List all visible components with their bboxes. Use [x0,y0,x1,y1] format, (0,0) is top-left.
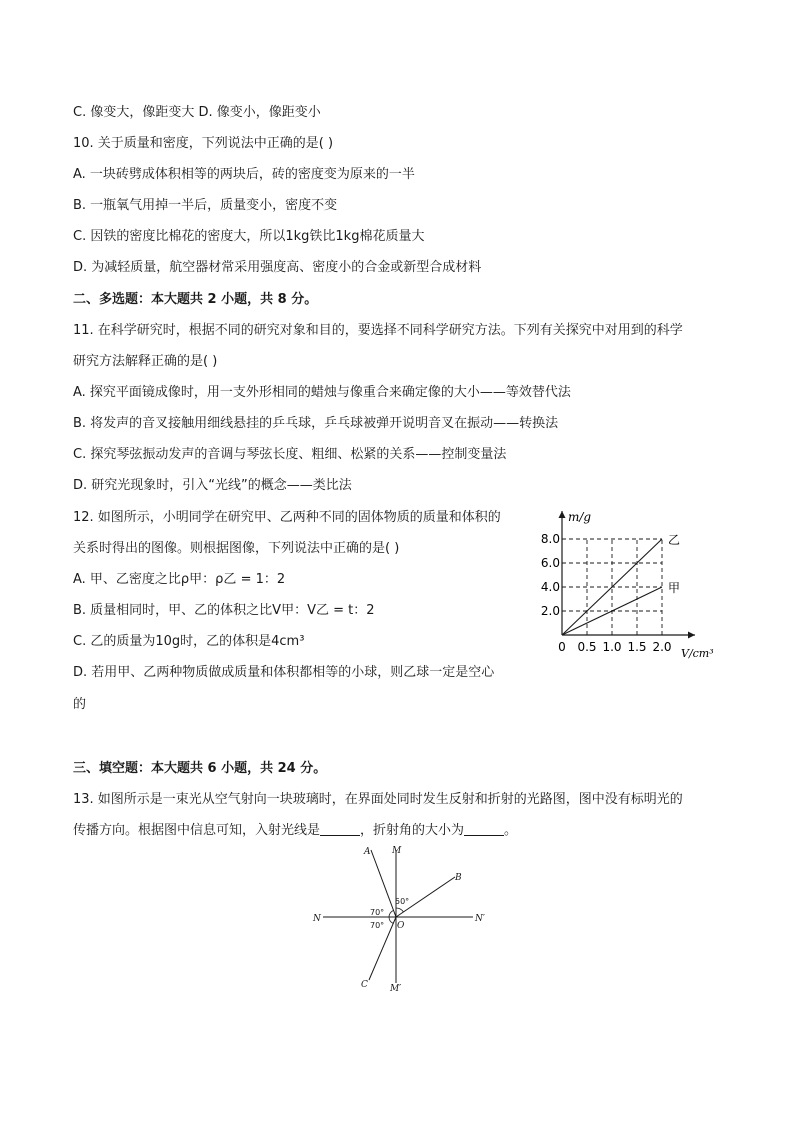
label-b: B [455,873,462,883]
angle-arc-lower [389,917,393,923]
q11-option-b: B. 将发声的音叉接触用细线悬挂的乒乓球，乒乓球被弹开说明音叉在振动——转换法 [73,416,559,431]
question-12-line2: 关系时得出的图像。则根据图像，下列说法中正确的是( ) [73,541,400,556]
angle-label-right: 50° [395,897,410,906]
label-a: A [364,847,371,857]
label-m-prime: M′ [390,984,402,994]
q10-option-a: A. 一块砖劈成体积相等的两块后，砖的密度变为原来的一半 [73,167,415,182]
answer-blank-2[interactable] [464,822,504,836]
angle-label-lower: 70° [370,921,385,930]
series-label: 甲 [668,581,681,595]
section-2-heading: 二、多选题：本大题共 2 小题，共 8 分。 [73,292,318,307]
label-c: C [361,980,368,990]
x-tick-label: 2.0 [652,640,672,654]
q12-option-a: A. 甲、乙密度之比ρ甲：ρ乙 = 1：2 [73,572,286,587]
angle-arc-upper [389,910,394,917]
question-11-line2: 研究方法解释正确的是( ) [73,354,218,369]
q10-option-d: D. 为减轻质量，航空器材常采用强度高、密度小的合金或新型合成材料 [73,260,482,275]
q11-option-a: A. 探究平面镜成像时，用一支外形相同的蜡烛与像重合来确定像的大小——等效替代法 [73,385,571,400]
q13-text-a: 传播方向。根据图中信息可知，入射光线是 [73,823,321,838]
y-tick-label: 6.0 [540,556,560,570]
question-10: 10. 关于质量和密度，下列说法中正确的是( ) [73,136,334,151]
q12-option-d: D. 若用甲、乙两种物质做成质量和体积都相等的小球，则乙球一定是空心 [73,665,495,680]
x-tick-label: 0 [558,640,566,654]
mass-volume-graph [540,505,730,663]
question-12-line1: 12. 如图所示，小明同学在研究甲、乙两种不同的固体物质的质量和体积的 [73,510,501,525]
q11-option-d: D. 研究光现象时，引入“光线”的概念——类比法 [73,478,352,493]
series-label: 乙 [668,533,681,547]
x-tick-label: 1.5 [627,640,647,654]
q10-option-c: C. 因铁的密度比棉花的密度大，所以1kg铁比1kg棉花质量大 [73,229,425,244]
q12-option-c: C. 乙的质量为10g时，乙的体积是4cm³ [73,634,305,649]
q10-option-b: B. 一瓶氧气用掉一半后，质量变小，密度不变 [73,198,338,213]
label-o: O [397,921,405,931]
light-path-diagram [305,840,495,995]
x-tick-label: 0.5 [577,640,597,654]
x-tick-label: 1.0 [602,640,622,654]
q13-text-b: ，折射角的大小为 [360,823,465,838]
label-m: M [392,846,402,856]
question-11-line1: 11. 在科学研究时，根据不同的研究对象和目的，要选择不同科学研究方法。下列有关探究中对用到的科学 [73,323,683,338]
answer-blank-1[interactable] [320,822,360,836]
q12-option-d-cont: 的 [73,697,87,712]
q11-option-c: C. 探究琴弦振动发声的音调与琴弦长度、粗细、松紧的关系——控制变量法 [73,447,507,462]
question-13-line2 [73,822,517,840]
angle-label-upper: 70° [370,908,385,917]
question-13-line1: 13. 如图所示是一束光从空气射向一块玻璃时，在界面处同时发生反射和折射的光路图，图中没有标明光的 [73,792,683,807]
label-n: N [313,914,321,924]
y-tick-label: 4.0 [540,580,560,594]
q9-options-cd: C. 像变大，像距变大 D. 像变小，像距变小 [73,105,321,120]
y-tick-label: 2.0 [540,604,560,618]
section-3-heading: 三、填空题：本大题共 6 小题，共 24 分。 [73,761,327,776]
y-axis-label: m/g [568,510,592,524]
x-axis-label: V/cm³ [681,647,714,660]
ray-ao [371,850,396,917]
y-tick-label: 8.0 [540,532,560,546]
angle-arc-right [396,908,404,912]
label-n-prime: N′ [475,914,485,924]
q12-option-b: B. 质量相同时，甲、乙的体积之比V甲：V乙 = t：2 [73,603,375,618]
q13-text-c: 。 [504,823,518,838]
